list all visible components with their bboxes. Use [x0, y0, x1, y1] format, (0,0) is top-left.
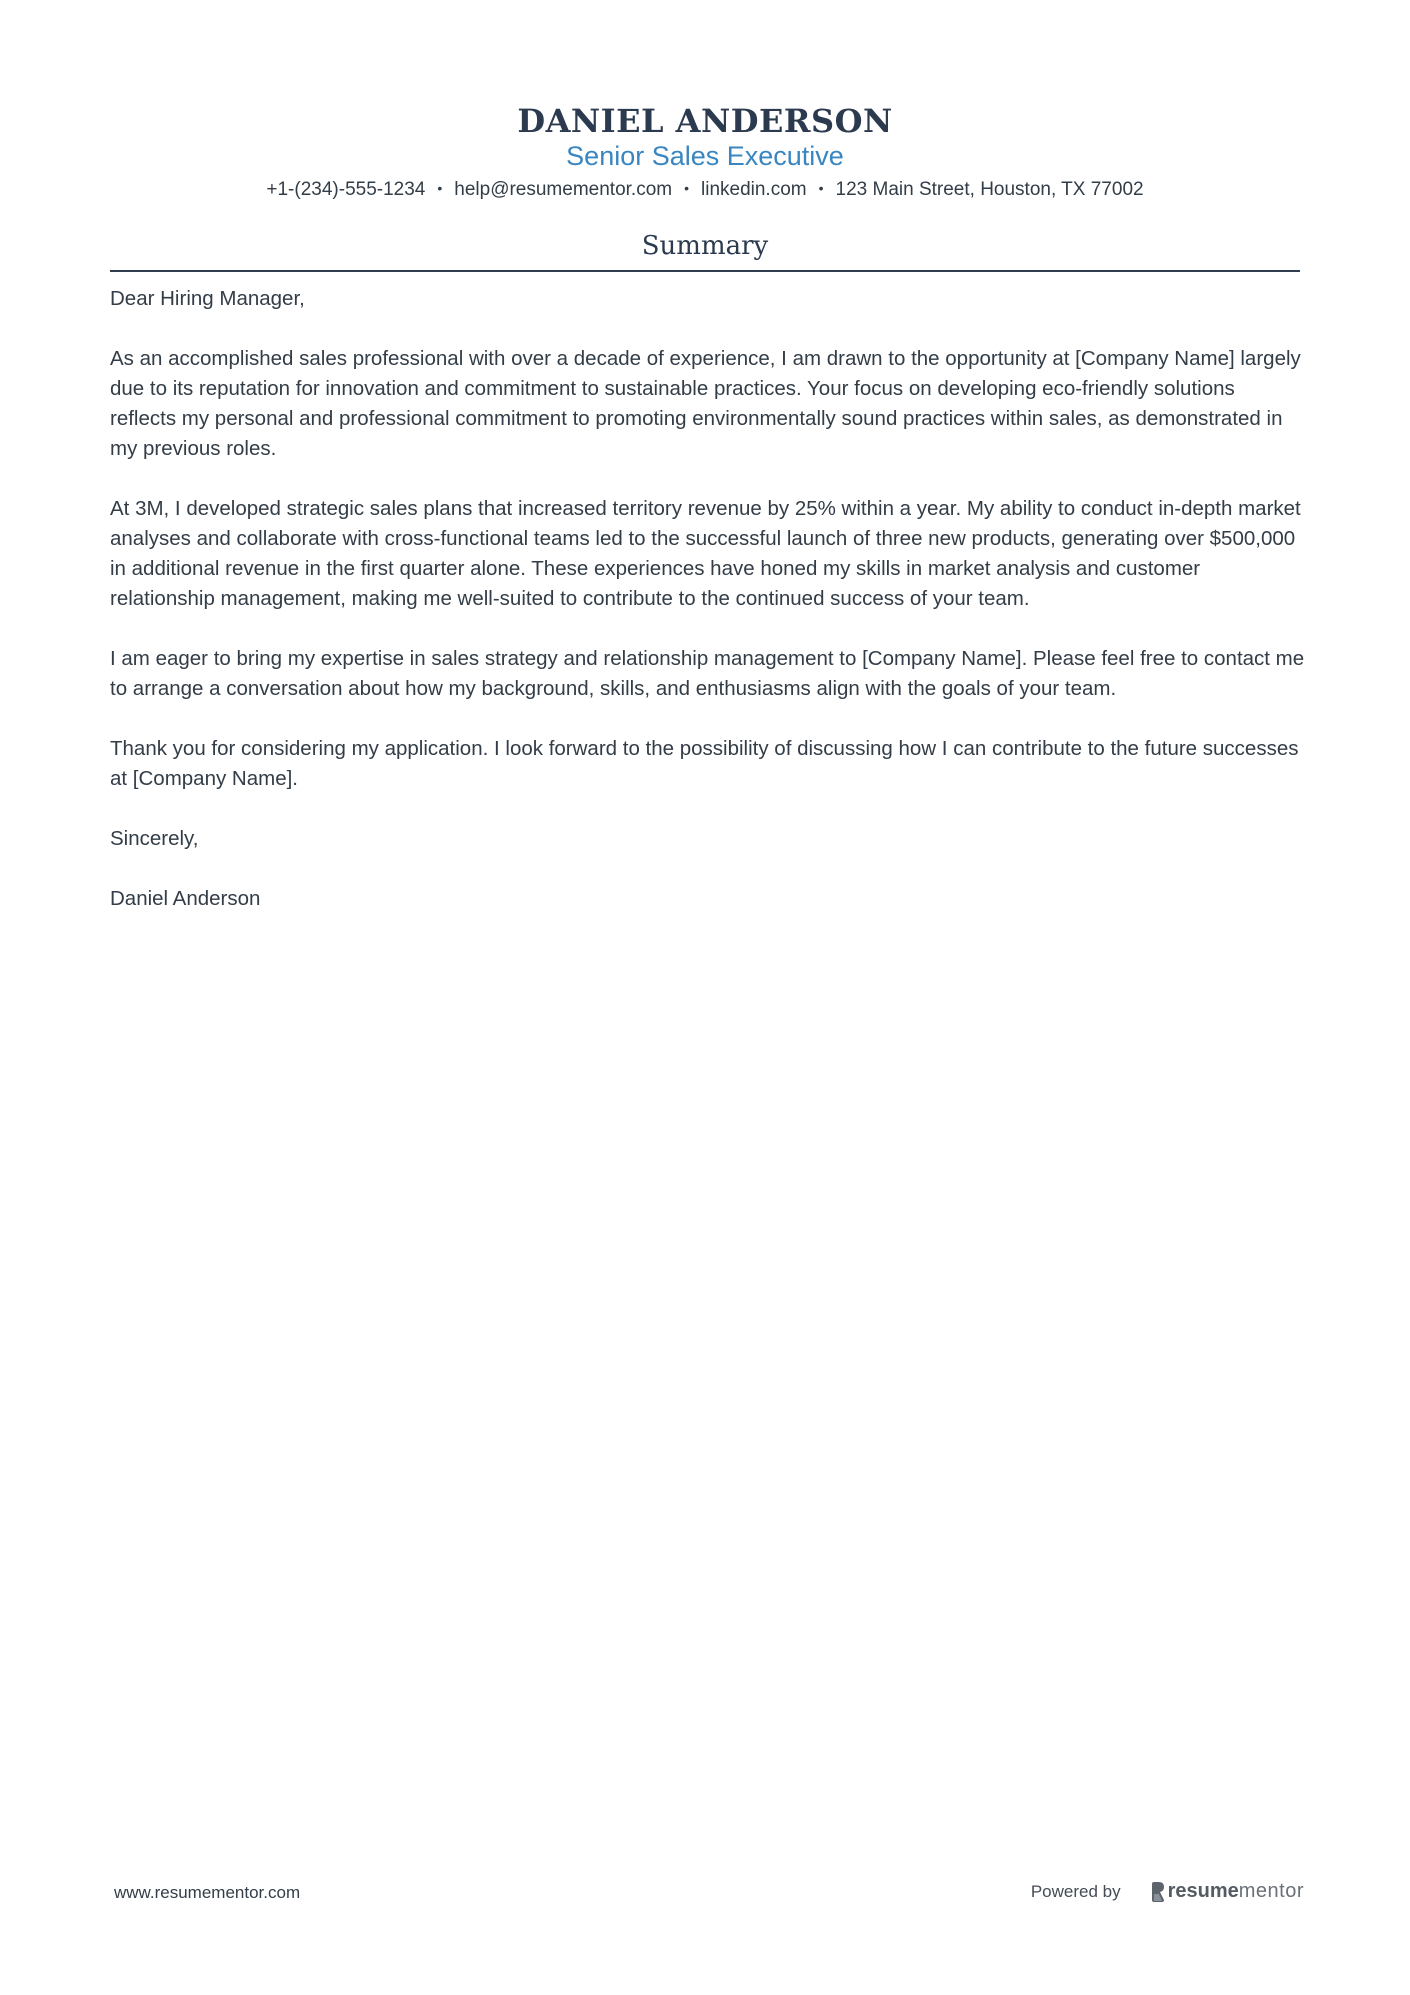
resumementor-logo-icon: [1151, 1882, 1165, 1902]
footer-website-link[interactable]: www.resumementor.com: [114, 1883, 301, 1902]
powered-by-label: Powered by: [1030, 1881, 1121, 1901]
letter-body: [110, 284, 1306, 944]
paragraph: At 3M, I developed strategic sales plans that increased territory revenue by 25% within a year. My ability to conduct in-depth market analyses and collaborate with cross-functional teams led to the successful launch of three new products, generating over $500,000 in additional revenue in the first quarter alone. These experiences have honed my skills in market analysis and customer relationship management, making me well-suited to contribute to the continued success of your team.: [110, 497, 1301, 610]
bullet-separator: •: [818, 180, 824, 196]
logo-text-bold: resume: [1167, 1880, 1239, 1902]
paragraph: I am eager to bring my expertise in sales strategy and relationship management to [Company Name]. Please feel free to contact me to arrange a conversation about how my background, skills, and enthusiasms align with the goals of your team.: [110, 647, 1305, 700]
closing: Sincerely,: [110, 827, 199, 850]
bullet-separator: •: [437, 180, 443, 196]
address: 123 Main Street, Houston, TX 77002: [835, 179, 1144, 200]
linkedin: linkedin.com: [701, 179, 807, 200]
paragraph: Thank you for considering my application. I look forward to the possibility of discussing how I can contribute to the future successes at [Company Name].: [110, 737, 1299, 790]
salutation: Dear Hiring Manager,: [110, 287, 305, 310]
logo-text-light: mentor: [1238, 1880, 1304, 1902]
footer-branding: [1031, 1880, 1304, 1903]
section-divider: [110, 270, 1300, 272]
signature: Daniel Anderson: [110, 887, 261, 910]
section-heading-summary: Summary: [641, 231, 769, 261]
resume-header: [0, 100, 1410, 204]
email: help@resumementor.com: [454, 179, 673, 200]
resumementor-logo[interactable]: [1151, 1880, 1304, 1903]
phone: +1-(234)-555-1234: [266, 179, 426, 200]
contact-line: [0, 174, 1410, 204]
bullet-separator: •: [684, 180, 689, 196]
paragraph: As an accomplished sales professional with over a decade of experience, I am drawn to the opportunity at [Company Name] largely due to its reputation for innovation and commitment to sustainable practices. Your focus on developing eco-friendly solutions reflects my personal and professional commitment to promoting environmentally sound practices within sales, as demonstrated in my previous roles.: [110, 347, 1301, 460]
job-title: Senior Sales Executive: [566, 141, 844, 171]
applicant-name: DANIEL ANDERSON: [517, 102, 893, 140]
